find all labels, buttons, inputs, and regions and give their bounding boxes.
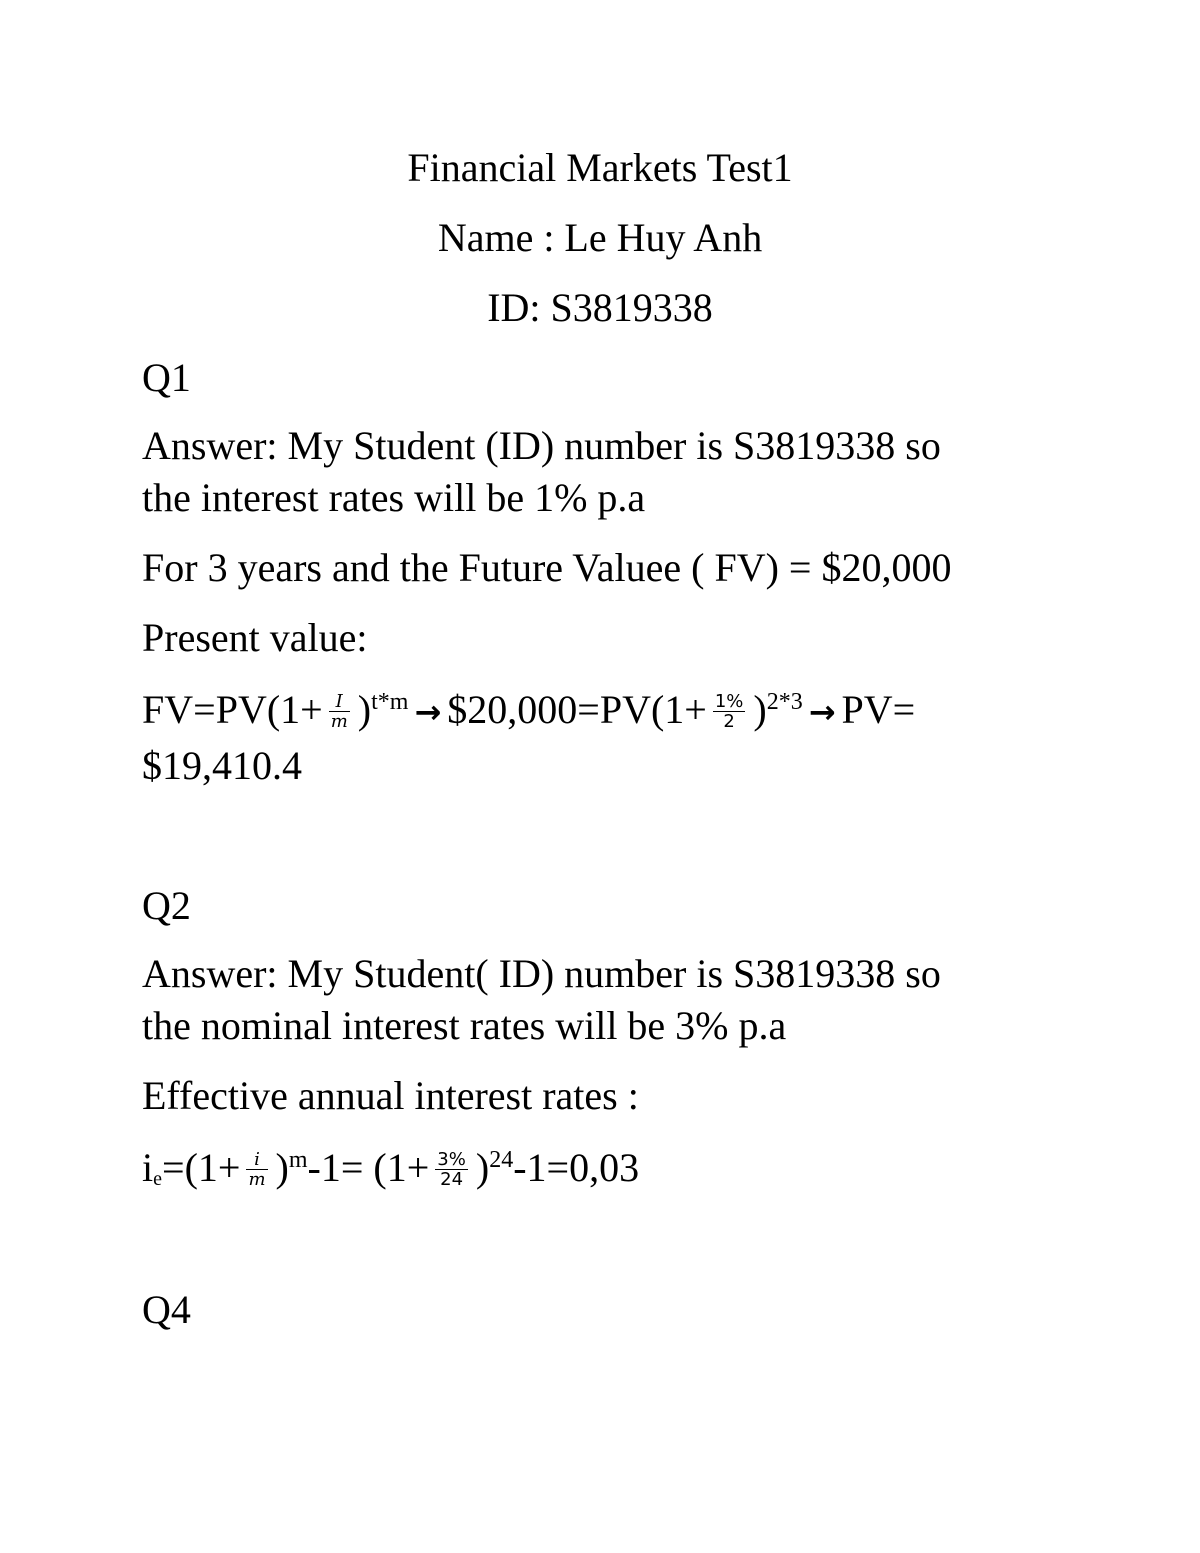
q1-heading: Q1 bbox=[142, 355, 191, 400]
formula-text: i bbox=[142, 1145, 154, 1190]
fraction bbox=[329, 692, 350, 731]
fraction bbox=[435, 1150, 468, 1189]
fraction-denominator: 24 bbox=[440, 1169, 464, 1191]
formula-text: ) bbox=[357, 687, 372, 732]
fraction-denominator: 2 bbox=[723, 711, 735, 733]
q2-answer-line1: Answer: My Student( ID) number is S3819338 so bbox=[142, 951, 941, 996]
q1-answer-line1: Answer: My Student (ID) number is S3819338 so bbox=[142, 423, 941, 468]
formula-text: ) bbox=[475, 1145, 490, 1190]
formula-text: $20,000=PV(1+ bbox=[447, 687, 707, 732]
q2-answer-line2: the nominal interest rates will be 3% p.a bbox=[142, 1003, 787, 1048]
q2-ear-heading: Effective annual interest rates : bbox=[142, 1073, 639, 1118]
q2-formula bbox=[142, 1144, 639, 1192]
exponent: 2*3 bbox=[766, 689, 803, 715]
fraction-numerator: 3% bbox=[437, 1149, 466, 1171]
formula-text: -1=0,03 bbox=[513, 1145, 640, 1190]
q1-pv-heading: Present value: bbox=[142, 615, 368, 660]
exponent: m bbox=[288, 1147, 308, 1173]
fraction-numerator: 1% bbox=[714, 691, 744, 713]
fraction-numerator: I bbox=[329, 692, 350, 712]
formula-text: ) bbox=[753, 687, 767, 732]
q1-result: $19,410.4 bbox=[142, 743, 302, 788]
document-title: Financial Markets Test1 bbox=[407, 145, 793, 190]
fraction-denominator: m bbox=[248, 1169, 266, 1191]
subscript: e bbox=[153, 1168, 163, 1190]
student-name: Name : Le Huy Anh bbox=[437, 215, 763, 260]
q1-fv-line: For 3 years and the Future Valuee ( FV) = $20,000 bbox=[142, 545, 952, 590]
q1-formula bbox=[142, 686, 915, 736]
fraction bbox=[713, 692, 746, 731]
formula-text: ) bbox=[275, 1145, 289, 1190]
right-arrow-icon: → bbox=[808, 693, 836, 731]
q1-answer-line2: the interest rates will be 1% p.a bbox=[142, 475, 646, 520]
fraction-denominator: m bbox=[330, 711, 348, 733]
exponent: 24 bbox=[489, 1147, 514, 1173]
q2-heading: Q2 bbox=[142, 883, 191, 928]
formula-text: FV=PV(1+ bbox=[142, 687, 323, 732]
formula-text: PV= bbox=[841, 687, 916, 732]
student-id: ID: S3819338 bbox=[487, 285, 713, 330]
fraction bbox=[246, 1150, 267, 1189]
fraction-numerator: i bbox=[246, 1150, 267, 1170]
formula-text: -1= (1+ bbox=[307, 1145, 430, 1190]
q4-heading: Q4 bbox=[142, 1287, 191, 1332]
formula-text: =(1+ bbox=[162, 1145, 241, 1190]
exponent: t*m bbox=[371, 689, 409, 715]
right-arrow-icon: → bbox=[414, 693, 442, 731]
